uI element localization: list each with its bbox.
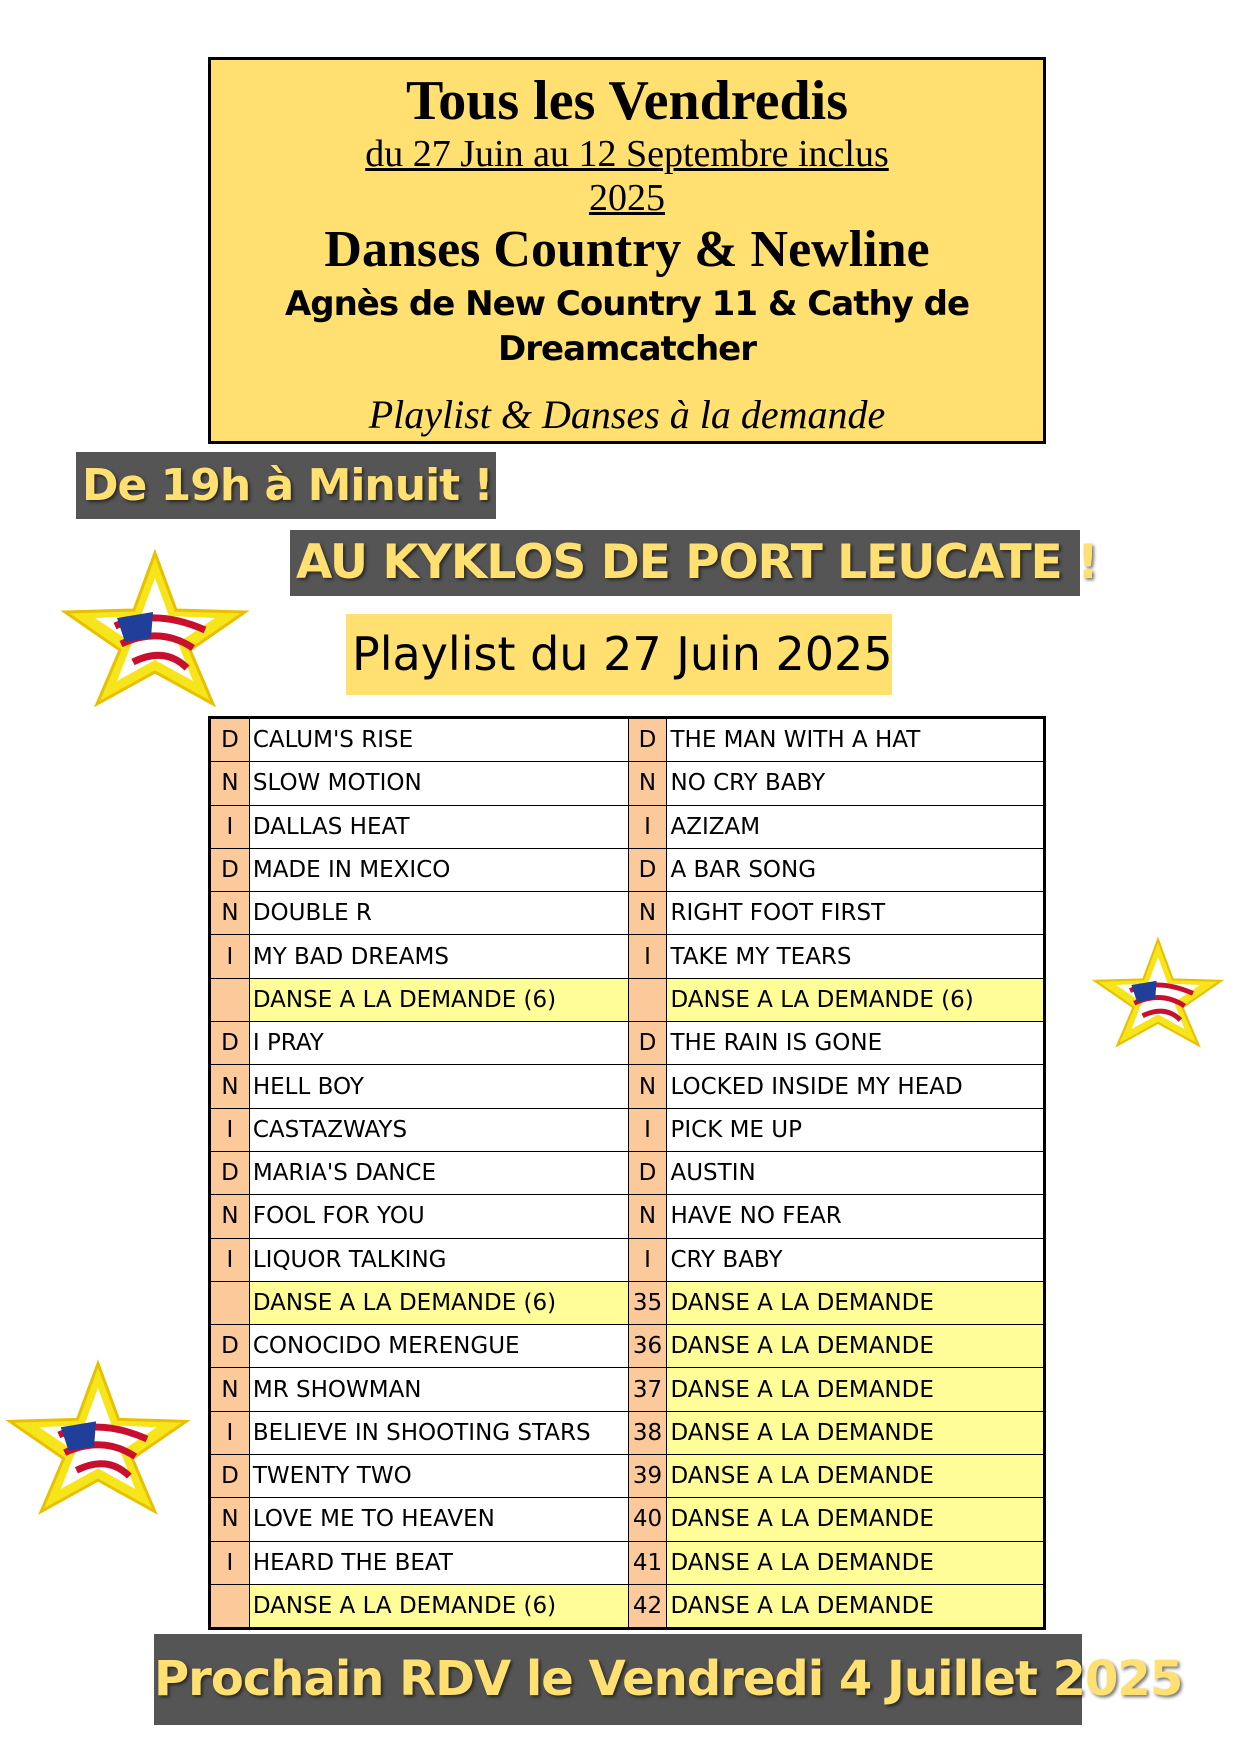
right-dance-cell: DANSE A LA DEMANDE (667, 1325, 1045, 1368)
playlist-body (210, 718, 1045, 1629)
left-dance-cell: CALUM'S RISE (249, 718, 628, 762)
right-code-cell: 37 (628, 1368, 667, 1411)
right-code-cell: 42 (628, 1584, 667, 1628)
right-dance-cell: AZIZAM (667, 805, 1045, 848)
right-code-cell: I (628, 1238, 667, 1281)
table-row (210, 762, 1045, 805)
left-dance-cell: CONOCIDO MERENGUE (249, 1325, 628, 1368)
flag-star-icon (0, 1358, 196, 1516)
right-code-cell: N (628, 892, 667, 935)
left-dance-cell: I PRAY (249, 1022, 628, 1065)
table-row (210, 1195, 1045, 1238)
left-dance-cell: LOVE ME TO HEAVEN (249, 1498, 628, 1541)
left-code-cell: I (210, 1108, 250, 1151)
right-code-cell: N (628, 1065, 667, 1108)
hosts-line-2: Dreamcatcher (498, 329, 756, 369)
right-dance-cell: DANSE A LA DEMANDE (667, 1541, 1045, 1584)
table-row (210, 1455, 1045, 1498)
table-row (210, 1238, 1045, 1281)
left-code-cell: D (210, 1022, 250, 1065)
page-title: Tous les Vendredis (406, 70, 848, 132)
left-code-cell: N (210, 1195, 250, 1238)
left-code-cell (210, 1281, 250, 1324)
table-row (210, 1368, 1045, 1411)
right-dance-cell: DANSE A LA DEMANDE (667, 1455, 1045, 1498)
right-dance-cell: DANSE A LA DEMANDE (667, 1498, 1045, 1541)
left-dance-cell: DANSE A LA DEMANDE (6) (249, 1281, 628, 1324)
right-code-cell: D (628, 718, 667, 762)
left-dance-cell: LIQUOR TALKING (249, 1238, 628, 1281)
table-row (210, 1325, 1045, 1368)
right-code-cell: N (628, 762, 667, 805)
right-code-cell: I (628, 805, 667, 848)
right-dance-cell: HAVE NO FEAR (667, 1195, 1045, 1238)
left-dance-cell: HELL BOY (249, 1065, 628, 1108)
table-row (210, 978, 1045, 1021)
right-code-cell: 36 (628, 1325, 667, 1368)
right-dance-cell: THE RAIN IS GONE (667, 1022, 1045, 1065)
table-row (210, 1584, 1045, 1628)
left-code-cell (210, 978, 250, 1021)
table-row (210, 805, 1045, 848)
right-dance-cell: RIGHT FOOT FIRST (667, 892, 1045, 935)
table-row (210, 935, 1045, 978)
time-banner: De 19h à Minuit ! (76, 452, 496, 519)
hosts-line-1: Agnès de New Country 11 & Cathy de (284, 284, 970, 324)
right-code-cell: D (628, 848, 667, 891)
left-dance-cell: BELIEVE IN SHOOTING STARS (249, 1411, 628, 1454)
table-row (210, 892, 1045, 935)
left-code-cell: I (210, 1541, 250, 1584)
flag-star-icon (1088, 936, 1228, 1048)
left-code-cell: D (210, 718, 250, 762)
subtitle: Playlist & Danses à la demande (368, 392, 886, 437)
left-dance-cell: DALLAS HEAT (249, 805, 628, 848)
left-code-cell: D (210, 848, 250, 891)
right-dance-cell: DANSE A LA DEMANDE (667, 1411, 1045, 1454)
table-row (210, 1281, 1045, 1324)
left-code-cell: D (210, 1455, 250, 1498)
right-code-cell: 39 (628, 1455, 667, 1498)
table-row (210, 1108, 1045, 1151)
left-dance-cell: MARIA'S DANCE (249, 1151, 628, 1194)
left-dance-cell: SLOW MOTION (249, 762, 628, 805)
left-code-cell: N (210, 1498, 250, 1541)
left-dance-cell: MR SHOWMAN (249, 1368, 628, 1411)
right-dance-cell: DANSE A LA DEMANDE (667, 1281, 1045, 1324)
header-box (208, 57, 1046, 444)
right-code-cell: 41 (628, 1541, 667, 1584)
table-row (210, 1022, 1045, 1065)
right-dance-cell: CRY BABY (667, 1238, 1045, 1281)
left-code-cell: N (210, 1065, 250, 1108)
playlist-table (208, 716, 1046, 1630)
venue-banner: AU KYKLOS DE PORT LEUCATE ! (290, 530, 1080, 596)
left-code-cell: I (210, 1238, 250, 1281)
left-dance-cell: DOUBLE R (249, 892, 628, 935)
left-dance-cell: TWENTY TWO (249, 1455, 628, 1498)
table-row (210, 848, 1045, 891)
table-row (210, 1541, 1045, 1584)
right-dance-cell: DANSE A LA DEMANDE (667, 1584, 1045, 1628)
hosts (251, 282, 1003, 372)
right-dance-cell: NO CRY BABY (667, 762, 1045, 805)
right-dance-cell: TAKE MY TEARS (667, 935, 1045, 978)
left-code-cell: I (210, 1411, 250, 1454)
playlist-date-banner: Playlist du 27 Juin 2025 (346, 614, 892, 695)
left-code-cell: N (210, 762, 250, 805)
right-dance-cell: DANSE A LA DEMANDE (6) (667, 978, 1045, 1021)
right-code-cell: D (628, 1022, 667, 1065)
flag-star-icon (55, 548, 255, 708)
right-dance-cell: A BAR SONG (667, 848, 1045, 891)
next-event-banner: Prochain RDV le Vendredi 4 Juillet 2025 (154, 1634, 1082, 1725)
left-dance-cell: HEARD THE BEAT (249, 1541, 628, 1584)
table-row (210, 1498, 1045, 1541)
left-code-cell: D (210, 1151, 250, 1194)
left-code-cell: D (210, 1325, 250, 1368)
left-dance-cell: DANSE A LA DEMANDE (6) (249, 978, 628, 1021)
event-heading: Danses Country & Newline (324, 221, 930, 278)
right-code-cell: I (628, 935, 667, 978)
right-dance-cell: THE MAN WITH A HAT (667, 718, 1045, 762)
year: 2025 (589, 177, 665, 219)
left-code-cell: N (210, 1368, 250, 1411)
right-code-cell: 38 (628, 1411, 667, 1454)
left-code-cell: N (210, 892, 250, 935)
table-row (210, 1411, 1045, 1454)
date-range: du 27 Juin au 12 Septembre inclus (365, 133, 889, 175)
left-dance-cell: DANSE A LA DEMANDE (6) (249, 1584, 628, 1628)
right-dance-cell: DANSE A LA DEMANDE (667, 1368, 1045, 1411)
table-row (210, 718, 1045, 762)
right-code-cell: 40 (628, 1498, 667, 1541)
left-code-cell: I (210, 935, 250, 978)
right-dance-cell: AUSTIN (667, 1151, 1045, 1194)
left-dance-cell: CASTAZWAYS (249, 1108, 628, 1151)
table-row (210, 1065, 1045, 1108)
table-row (210, 1151, 1045, 1194)
right-code-cell: N (628, 1195, 667, 1238)
left-dance-cell: MADE IN MEXICO (249, 848, 628, 891)
right-code-cell: D (628, 1151, 667, 1194)
right-code-cell: I (628, 1108, 667, 1151)
left-dance-cell: MY BAD DREAMS (249, 935, 628, 978)
right-dance-cell: PICK ME UP (667, 1108, 1045, 1151)
right-dance-cell: LOCKED INSIDE MY HEAD (667, 1065, 1045, 1108)
left-dance-cell: FOOL FOR YOU (249, 1195, 628, 1238)
left-code-cell: I (210, 805, 250, 848)
left-code-cell (210, 1584, 250, 1628)
right-code-cell: 35 (628, 1281, 667, 1324)
right-code-cell (628, 978, 667, 1021)
